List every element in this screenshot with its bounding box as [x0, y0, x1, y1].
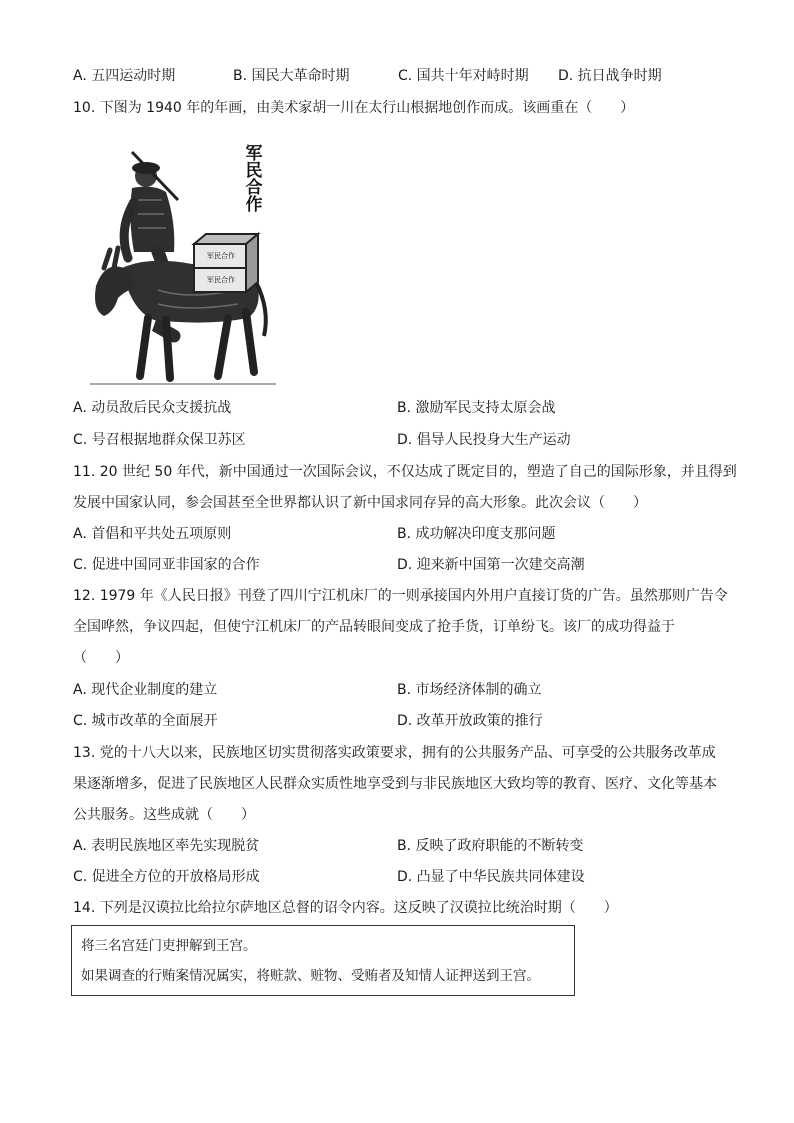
woodcut-image	[88, 140, 278, 388]
q12-option-c[interactable]: C. 城市改革的全面展开	[73, 713, 218, 729]
q12-option-b[interactable]: B. 市场经济体制的确立	[397, 682, 542, 698]
q13-option-d[interactable]: D. 凸显了中华民族共同体建设	[397, 869, 585, 885]
q9-option-d[interactable]: D. 抗日战争时期	[558, 68, 662, 84]
q12-stem-line-3: （ ）	[73, 650, 129, 666]
q14-stem: 14. 下列是汉谟拉比给拉尔萨地区总督的诏令内容。这反映了汉谟拉比统治时期（ ）	[73, 900, 618, 916]
q13-option-b[interactable]: B. 反映了政府职能的不断转变	[397, 838, 584, 854]
q11-stem-line-1: 11. 20 世纪 50 年代，新中国通过一次国际会议，不仅达成了既定目的，塑造了自己的国际形象，并且得到	[73, 464, 737, 480]
q11-option-b[interactable]: B. 成功解决印度支那问题	[397, 526, 556, 542]
q13-stem-line-3: 公共服务。这些成就（ ）	[73, 807, 255, 823]
q10-option-b[interactable]: B. 激励军民支持太原会战	[397, 400, 556, 416]
q12-option-a[interactable]: A. 现代企业制度的建立	[73, 682, 218, 698]
q11-option-a[interactable]: A. 首倡和平共处五项原则	[73, 526, 232, 542]
picture-title-char: 作	[245, 195, 263, 215]
q14-quote-line-1: 将三名宫廷门吏押解到王宫。	[81, 938, 257, 954]
q14-quote-line-2: 如果调查的行贿案情况属实，将赃款、赃物、受贿者及知情人证押送到王宫。	[81, 968, 540, 984]
q10-stem: 10. 下图为 1940 年的年画，由美术家胡一川在太行山根据地创作而成。该画重在（ ）	[73, 100, 635, 116]
q12-option-d[interactable]: D. 改革开放政策的推行	[397, 713, 543, 729]
q11-option-d[interactable]: D. 迎来新中国第一次建交高潮	[397, 557, 585, 573]
picture-title-char: 军	[245, 144, 263, 164]
q10-option-a[interactable]: A. 动员敌后民众支援抗战	[73, 400, 232, 416]
q9-option-c[interactable]: C. 国共十年对峙时期	[398, 68, 529, 84]
picture-title	[242, 146, 266, 214]
picture-title-char: 合	[245, 178, 263, 198]
q10-option-d[interactable]: D. 倡导人民投身大生产运动	[397, 432, 571, 448]
box-label-lower: 军民合作	[207, 276, 235, 284]
q11-stem-line-2: 发展中国家认同，参会国甚至全世界都认识了新中国求同存异的高大形象。此次会议（ ）	[73, 495, 647, 511]
q9-option-b[interactable]: B. 国民大革命时期	[233, 68, 350, 84]
q11-option-c[interactable]: C. 促进中国同亚非国家的合作	[73, 557, 260, 573]
picture-title-char: 民	[245, 161, 263, 181]
q9-option-a[interactable]: A. 五四运动时期	[73, 68, 176, 84]
q14-quote-box	[71, 925, 575, 996]
q13-option-c[interactable]: C. 促进全方位的开放格局形成	[73, 869, 260, 885]
box-label-upper: 军民合作	[207, 252, 235, 260]
q12-stem-line-1: 12. 1979 年《人民日报》刊登了四川宁江机床厂的一则承接国内外用户直接订货的广告。虽然那则广告令	[73, 588, 728, 604]
q12-stem-line-2: 全国哗然，争议四起，但使宁江机床厂的产品转眼间变成了抢手货，订单纷飞。该厂的成功得益于	[73, 619, 675, 635]
q13-stem-line-1: 13. 党的十八大以来，民族地区切实贯彻落实政策要求，拥有的公共服务产品、可享受的公共服务改革成	[73, 745, 716, 761]
q13-option-a[interactable]: A. 表明民族地区率先实现脱贫	[73, 838, 260, 854]
q10-option-c[interactable]: C. 号召根据地群众保卫苏区	[73, 432, 246, 448]
q13-stem-line-2: 果逐渐增多，促进了民族地区人民群众实质性地享受到与非民族地区大致均等的教育、医疗、文化等基本	[73, 776, 717, 792]
